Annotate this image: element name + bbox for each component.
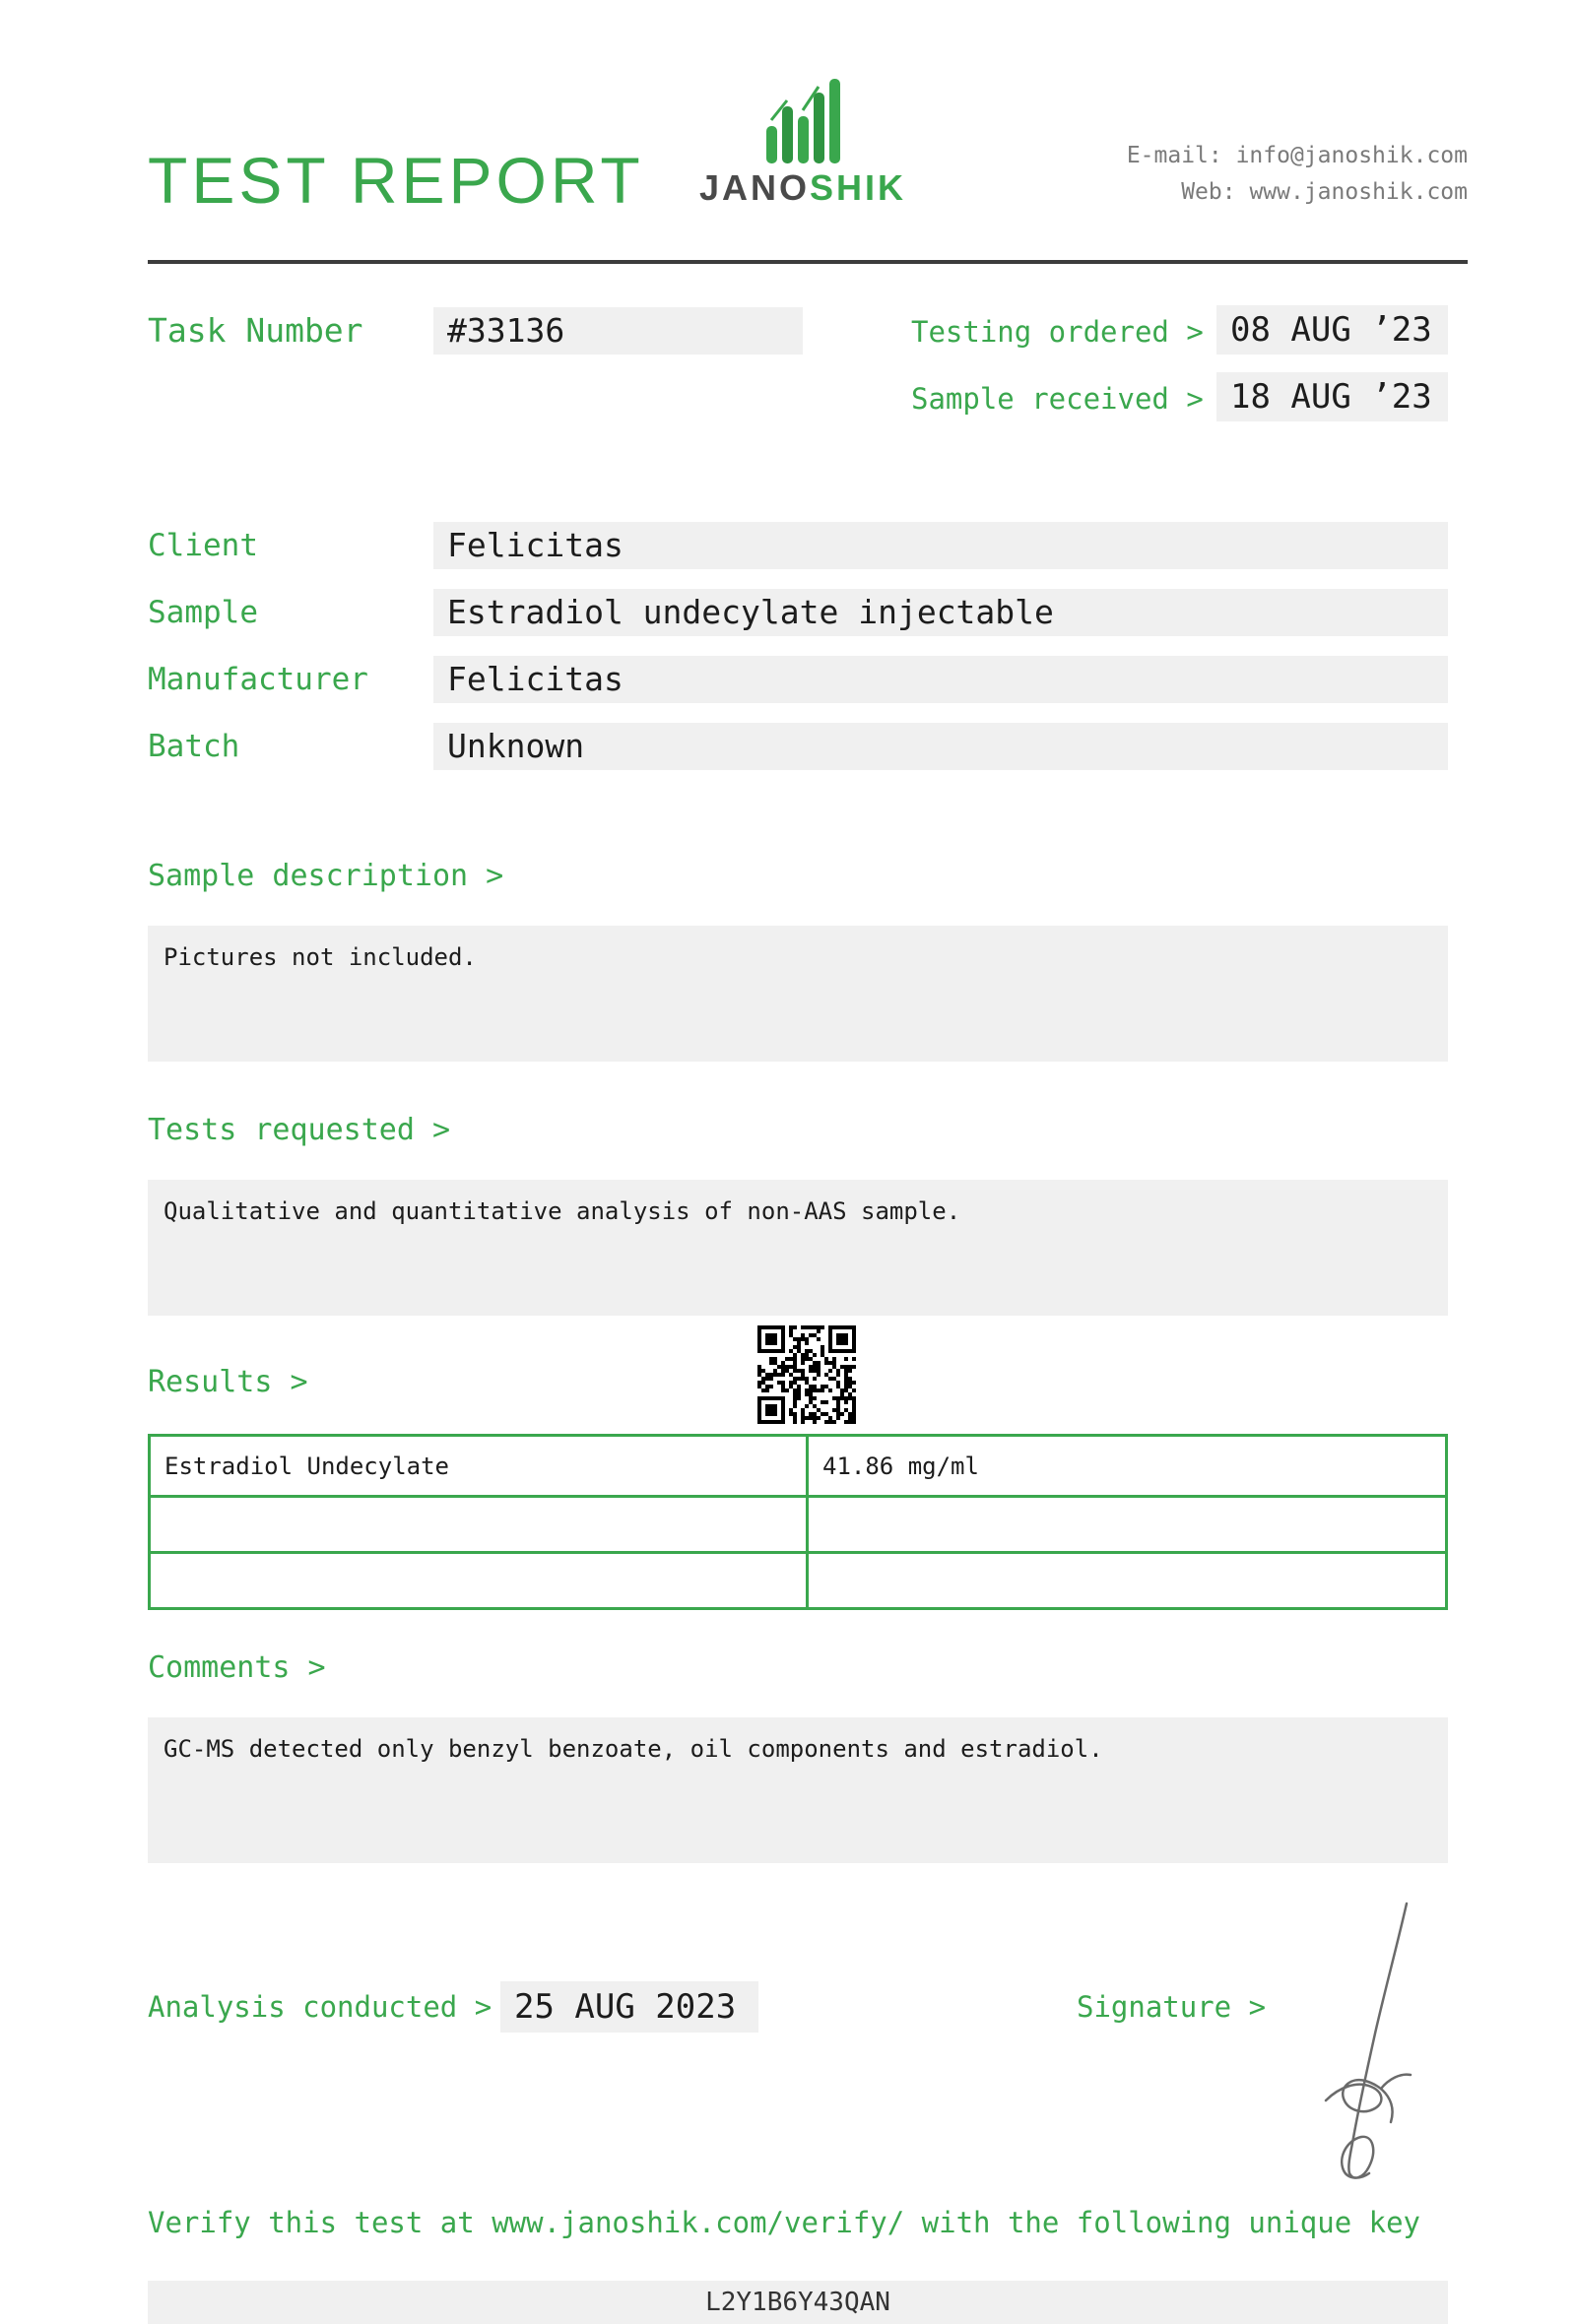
contact-block (1127, 138, 1468, 211)
result-value-cell (808, 1497, 1447, 1553)
manufacturer-label: Manufacturer (148, 662, 368, 697)
signature-image (1290, 1896, 1438, 2185)
batch-label: Batch (148, 729, 240, 764)
testing-ordered-label: Testing ordered > (911, 315, 1204, 349)
janoshik-logo (680, 77, 926, 209)
signature-label: Signature > (1077, 1990, 1267, 2024)
sample-description-heading: Sample description > (148, 859, 504, 893)
results-table (148, 1434, 1448, 1610)
result-name-cell (150, 1497, 808, 1553)
sample-received-value: 18 AUG ’23 (1216, 372, 1448, 421)
page-title: TEST REPORT (148, 144, 644, 217)
result-row (150, 1553, 1447, 1609)
email-line: E-mail: info@janoshik.com (1126, 143, 1468, 168)
unique-key-bar (148, 2281, 1448, 2324)
comments-box (148, 1717, 1448, 1863)
analysis-date-value: 25 AUG 2023 (500, 1981, 758, 2033)
header-divider (148, 260, 1468, 264)
logo-shik: SHIK (810, 167, 907, 208)
verify-text: Verify this test at www.janoshik.com/verify/ with the following unique key (148, 2206, 1421, 2239)
analysis-conducted-label: Analysis conducted > (148, 1990, 492, 2024)
tests-requested-box (148, 1180, 1448, 1316)
testing-ordered-value: 08 AUG ’23 (1216, 305, 1448, 355)
logo-wordmark (680, 167, 926, 209)
result-value-cell: 41.86 mg/ml (808, 1436, 1447, 1497)
handwritten-signature-icon (1290, 1896, 1438, 2181)
sample-received-label: Sample received > (911, 382, 1204, 416)
qr-code (754, 1322, 860, 1428)
result-row (150, 1497, 1447, 1553)
bar-chart-icon (760, 77, 845, 163)
client-value: Felicitas (433, 522, 1448, 569)
sample-label: Sample (148, 595, 258, 630)
batch-value: Unknown (433, 723, 1448, 770)
task-number-label: Task Number (148, 311, 363, 350)
result-name-cell (150, 1553, 808, 1609)
result-name-cell: Estradiol Undecylate (150, 1436, 808, 1497)
comments-heading: Comments > (148, 1650, 326, 1685)
sample-description-text: Pictures not included. (164, 943, 477, 971)
results-heading: Results > (148, 1365, 308, 1399)
sample-value: Estradiol undecylate injectable (433, 589, 1448, 636)
sample-description-box (148, 926, 1448, 1062)
logo-jano: JANO (698, 167, 810, 208)
client-label: Client (148, 528, 258, 563)
result-row (150, 1436, 1447, 1497)
comments-text: GC-MS detected only benzyl benzoate, oil components and estradiol. (164, 1735, 1103, 1763)
manufacturer-value: Felicitas (433, 656, 1448, 703)
web-line: Web: www.janoshik.com (1181, 179, 1468, 205)
tests-requested-heading: Tests requested > (148, 1113, 451, 1147)
unique-key: L2Y1B6Y43QAN (705, 2288, 890, 2317)
task-number-value: #33136 (433, 307, 803, 355)
tests-requested-text: Qualitative and quantitative analysis of non-AAS sample. (164, 1197, 961, 1225)
result-value-cell (808, 1553, 1447, 1609)
